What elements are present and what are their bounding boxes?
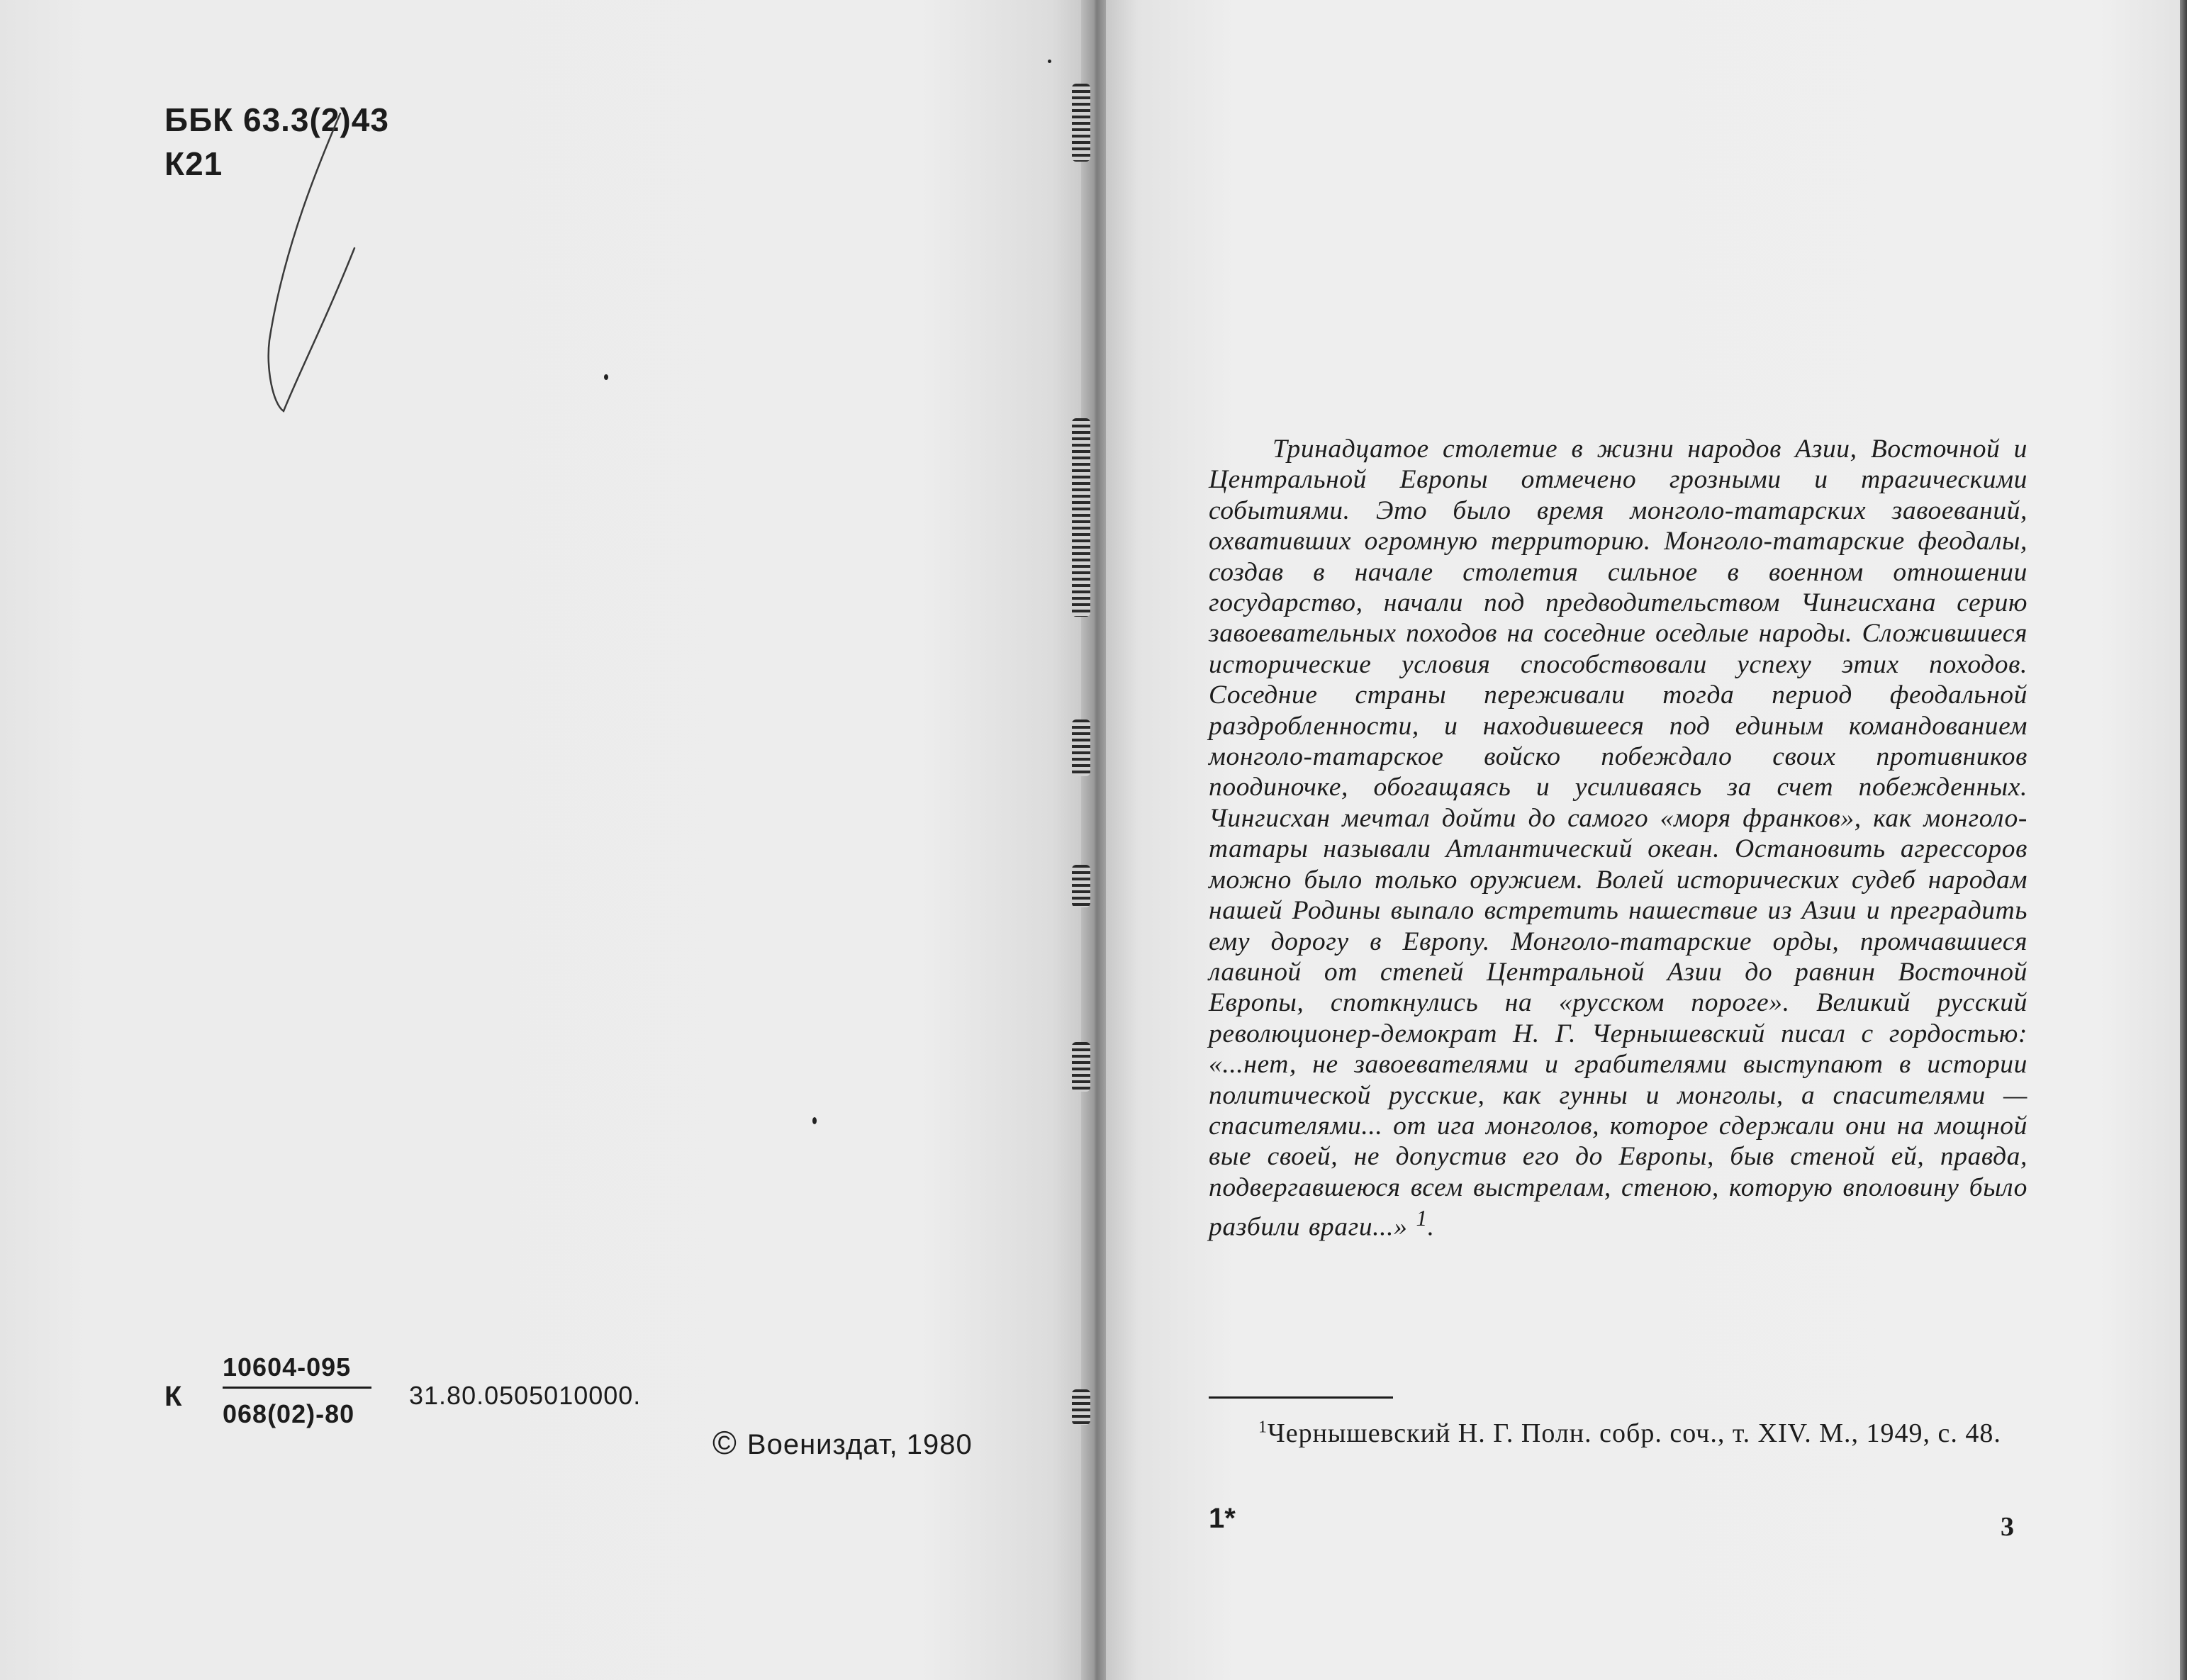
print-speck	[604, 374, 608, 380]
publisher-year: Воениздат, 1980	[746, 1429, 973, 1460]
footnote-marker: 1	[1258, 1418, 1268, 1437]
left-page	[0, 0, 1085, 1680]
index-denominator: 068(02)-80	[223, 1399, 355, 1428]
footnote-reference: 1	[1416, 1206, 1428, 1231]
print-speck	[1048, 60, 1051, 63]
index-code: 31.80.0505010000.	[409, 1381, 642, 1410]
preface-paragraph: Тринадцатое столетие в жизни народов Азии, Восточной и Центральной Европы отмечено грозными и трагическими событиями. Это было время монголо-татарских завоеваний, охвативших огромную территорию. Монголо-татарские феодалы, создав в начале столетия сильное в военном отношении государство, начали под предводительством Чингисхана серию завоевательных походов на соседние оседлые народы. Сложившиеся исторические условия способствовали успеху этих походов. Соседние страны переживали тогда период феодальной раздробленности, и находившееся под единым командованием монголо-татарское войско побеждало своих противников поодиночке, обогащаясь и усиливаясь за счет побежденных. Чингисхан мечтал дойти до самого «моря франков», как монголо-татары называли Атлантический океан. Остановить агрессоров можно было только оружием. Волей исторических судеб народам нашей Родины выпало встретить нашествие из Азии и преградить ему дорогу в Европу. Монголо-татарские орды, промчавшиеся лавиной от степей Центральной Азии до равнин Восточной Европы, споткнулись на «русском пороге». Великий русский революционер-демократ Н. Г. Чернышевский писал с гордостью: «...нет, не завоевателями и грабителями выступают в истории политической русские, как гунны и монголы, а спасителями — спасителями... от ига монголов, которое сдержали они на мощной вые своей, не допустив его до Европы, быв стеной ей, правда, подвергавшеюся всем выстрелам, стеною, которую вполовину было разбили враги...» $^1$.	[1209, 435, 2027, 1242]
binding-stitch	[1072, 1389, 1090, 1425]
binding-stitch	[1072, 865, 1090, 907]
book-gutter	[1081, 0, 1109, 1680]
binding-stitch	[1072, 1042, 1090, 1092]
copyright-line	[712, 1423, 973, 1462]
index-numerator: 10604-095	[223, 1353, 371, 1389]
footnote	[1209, 1416, 2023, 1450]
author-mark: К21	[164, 145, 223, 182]
index-letter: К	[164, 1381, 182, 1412]
footnote-divider	[1209, 1396, 1393, 1399]
page-number: 3	[2001, 1512, 2014, 1542]
pen-stroke-mark	[255, 106, 362, 425]
cover-edge	[2180, 0, 2187, 1680]
publication-index	[164, 1353, 703, 1445]
signature-mark: 1*	[1209, 1503, 1236, 1534]
binding-stitch	[1072, 418, 1090, 617]
bbk-code: ББК 63.3(2)43	[164, 101, 389, 138]
binding-stitch	[1072, 84, 1090, 162]
print-speck	[812, 1117, 817, 1124]
footnote-text: Чернышевский Н. Г. Полн. собр. соч., т. XIV. М., 1949, с. 48.	[1268, 1418, 2001, 1448]
binding-stitch	[1072, 719, 1090, 776]
copyright-icon: ©	[712, 1424, 737, 1461]
preface-text: Тринадцатое столетие в жизни народов Азии, Восточной и Центральной Европы отмечено грозными и трагическими событиями. Это было время монголо-татарских завоеваний, охвативших огромную территорию. Монголо-татарские феодалы, создав в начале столетия сильное в военном отношении государство, начали под предводительством Чингисхана серию завоевательных походов на соседние оседлые народы. Сложившиеся исторические условия способствовали успеху этих походов. Соседние страны переживали тогда период феодальной раздробленности, и находившееся под единым командованием монголо-татарское войско побеждало своих противников поодиночке, обогащаясь и усиливаясь за счет побежденных. Чингисхан мечтал дойти до самого «моря франков», как монголо-татары называли Атлантический океан. Остановить агрессоров можно было только оружием. Волей исторических судеб народам нашей Родины выпало встретить нашествие из Азии и преградить ему дорогу в Европу. Монголо-татарские орды, промчавшиеся лавиной от степей Центральной Азии до равнин Восточной Европы, споткнулись на «русском пороге». Великий русский революционер-демократ Н. Г. Чернышевский писал с гордостью: «...нет, не завоевателями и грабителями выступают в истории политической русские, как гунны и монголы, а спасителями — спасителями... от ига монголов, которое сдержали они на мощной вые своей, не допустив его до Европы, быв стеной ей, правда, подвергавшеюся всем выстрелам, стеною, которую вполовину было разбили враги...»	[1209, 435, 2027, 1242]
